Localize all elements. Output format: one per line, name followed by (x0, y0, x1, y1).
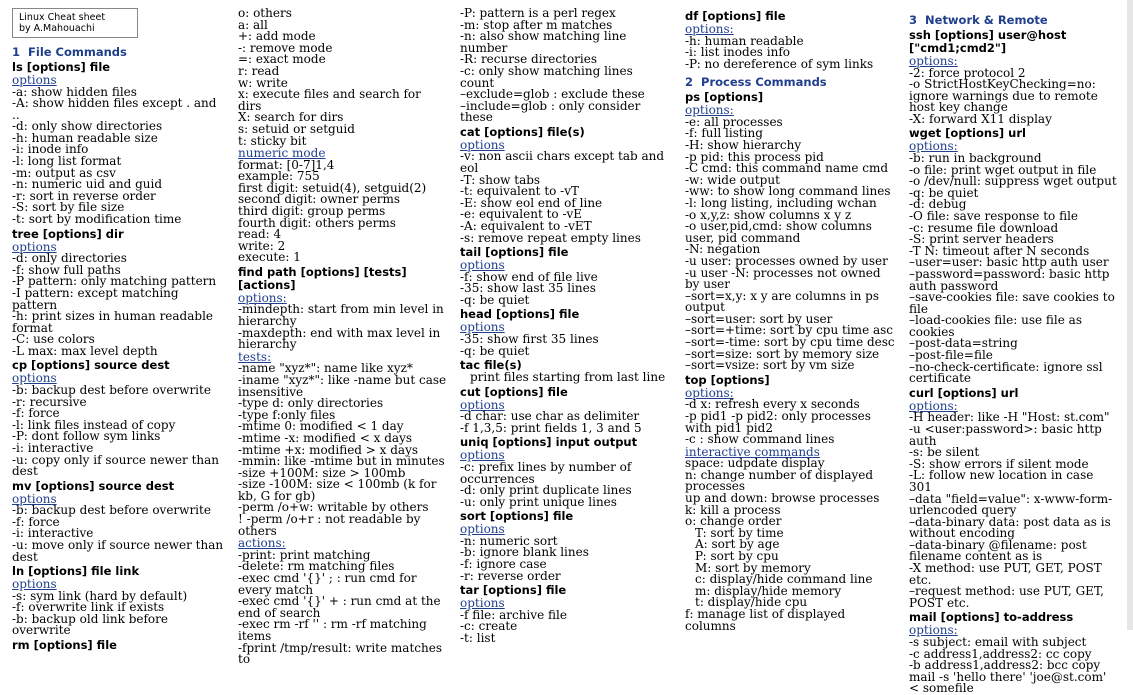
command-heading: head [options] file (460, 307, 580, 322)
option-line: -b: run in background (909, 150, 1042, 165)
option-line: -C: use colors (12, 332, 95, 347)
option-line: -size -100M: size < 100mb (k for kb, G for gb) (238, 477, 437, 503)
option-line: P: sort by cpu (695, 548, 779, 563)
option-line: t: sticky bit (238, 133, 307, 148)
option-line: -I pattern: except matching pattern (12, 285, 179, 312)
option-line: -u user -N: processes not owned by user (685, 265, 881, 292)
command-heading: wget [options] url (909, 126, 1026, 141)
option-line: -f: force (12, 514, 60, 529)
options-label: options: (909, 54, 958, 68)
option-line: -b: backup dest before overwrite (12, 382, 211, 397)
option-line: –sort=vsize: sort by vm size (685, 358, 855, 373)
option-line: -T: show tabs (460, 172, 541, 187)
option-line: -S: show errors if silent mode (909, 456, 1089, 471)
option-line: -E: show eol end of line (460, 195, 603, 210)
option-line: -r: reverse order (460, 568, 561, 583)
option-line: -m: stop after m matches (460, 17, 613, 32)
option-line: -p pid: this process pid (685, 149, 824, 164)
option-line: -c: only show matching lines count (460, 63, 633, 90)
option-line: -t: equivalent to -vT (460, 184, 580, 199)
option-line: -S: sort by file size (12, 200, 125, 215)
command-heading: cat [options] file(s) (460, 124, 585, 139)
option-line: -b: backup old link before overwrite (12, 611, 168, 638)
option-line: –data-binary data: post data as is without encoding (909, 514, 1111, 541)
option-line: up and down: browse processes (685, 491, 880, 505)
options-label: options: (685, 103, 734, 118)
option-line: -2: force protocol 2 (909, 65, 1026, 80)
option-line: -o file: print wget output in file (909, 162, 1097, 177)
option-line: -b: ignore blank lines (460, 545, 589, 560)
option-line: –sort=user: sort by user (685, 311, 833, 326)
option-line: -T N: timeout after N seconds (909, 243, 1090, 258)
section-heading (685, 76, 897, 89)
options-label: options: (909, 623, 958, 638)
option-line: -s: remove repeat empty lines (460, 230, 641, 245)
option-line: X: search for dirs (238, 110, 344, 125)
command-heading: mv [options] source dest (12, 478, 175, 493)
option-line: -maxdepth: end with max level in hierarchy (238, 325, 441, 352)
command-heading: tree [options] dir (12, 226, 124, 241)
scrollbar-track[interactable] (1127, 0, 1133, 630)
option-line: -type f:only files (238, 407, 336, 422)
option-line: -b: backup dest before overwrite (12, 503, 211, 518)
option-line: print files starting from last line (470, 370, 666, 385)
option-line: -d char: use char as delimiter (460, 409, 640, 424)
option-line: -f: show full paths (12, 262, 121, 277)
option-line: -u <user:password>: basic http auth (909, 421, 1102, 448)
section-number: 3 (909, 13, 918, 27)
option-line: -v: non ascii chars except tab and eol (460, 149, 665, 176)
option-line: -mindepth: start from min level in hierarchy (238, 302, 444, 329)
option-line: -exec rm -rf '' : rm -rf matching items (238, 617, 427, 643)
option-line: -d: only show directories (12, 119, 163, 134)
option-line: -P pattern: only matching pattern (12, 274, 217, 289)
option-line: -: remove mode (238, 40, 333, 55)
option-line: third digit: group perms (238, 204, 386, 218)
option-line: -c address1,address2: cc copy (909, 646, 1092, 661)
options-label: numeric mode (238, 146, 326, 161)
option-line: s: setuid or setguid (238, 121, 355, 136)
option-line: -n: numeric sort (460, 533, 558, 548)
option-line: -A: equivalent to -vET (460, 219, 592, 233)
option-line: -w: wide output (685, 172, 780, 187)
option-line: -i: inode info (12, 142, 89, 157)
option-line: -n: also show matching line number (460, 29, 627, 55)
options-label: options (460, 137, 505, 152)
option-line: fourth digit: others perms (238, 215, 396, 230)
options-label: options: (909, 398, 958, 413)
option-line: r: read (238, 63, 280, 78)
option-line: -t: sort by modification time (12, 212, 182, 227)
option-line: read: 4 (238, 227, 282, 242)
command-heading: uniq [options] input output (460, 435, 638, 450)
option-line: -type d: only directories (238, 396, 384, 411)
option-line: -L max: max level depth (12, 343, 158, 358)
option-line: A: sort by age (695, 537, 780, 552)
option-line: –save-cookies file: save cookies to file (909, 290, 1115, 316)
options-label: options (460, 258, 505, 273)
options-label: options (460, 320, 505, 335)
option-line: -m: output as csv (12, 165, 116, 180)
option-line: –exclude=glob : exclude these (460, 87, 645, 102)
option-line: –data-binary @filename: post filename content as is (909, 537, 1087, 564)
command-heading: tar [options] file (460, 583, 567, 598)
option-line: -s subject: email with subject (909, 634, 1087, 649)
column-2 (238, 8, 448, 666)
options-label: options (12, 371, 57, 386)
option-line: -s: sym link (hard by default) (12, 588, 188, 603)
option-line: -C cmd: this command name cmd (685, 161, 889, 176)
option-line: -35: show last 35 lines (460, 281, 596, 296)
section-heading (909, 14, 1119, 27)
option-line: -s: be silent (909, 445, 980, 460)
option-line: -exec cmd '{}' + : run cmd at the end of search (238, 594, 441, 620)
title-line: Linux Cheat sheet (19, 12, 106, 23)
option-line: -o user,pid,cmd: show columns user, pid command (685, 219, 872, 245)
command-heading: find path [options] [tests] [actions] (238, 264, 407, 292)
section-title: Process Commands (701, 75, 827, 90)
column-1 (12, 8, 225, 652)
option-line: -f: show end of file live (460, 269, 598, 284)
author-line: by A.Mahouachi (19, 23, 95, 34)
option-line: -d: debug (909, 197, 967, 212)
option-line: -H: show hierarchy (685, 137, 802, 152)
option-line: mail -s 'hello there' 'joe@st.com' < somefile (909, 669, 1107, 695)
option-line: -r: recursive (12, 394, 87, 409)
option-line: -L: follow new location in case 301 (909, 468, 1094, 494)
section-number: 2 (685, 75, 694, 90)
command-heading: tail [options] file (460, 245, 569, 260)
options-label: options: (909, 139, 958, 154)
command-heading: ln [options] file link (12, 564, 140, 579)
option-line: t: display/hide cpu (695, 595, 808, 610)
option-line: -r: sort in reverse order (12, 188, 156, 203)
option-line: -R: recurse directories (460, 52, 598, 67)
options-label: interactive commands (685, 444, 820, 459)
option-line: write: 2 (238, 238, 286, 253)
option-line: -d: only print duplicate lines (460, 483, 632, 498)
option-line: -c: create (460, 619, 518, 634)
option-line: -e: all processes (685, 114, 783, 129)
section-title: File Commands (28, 45, 127, 59)
command-heading: top [options] (685, 372, 770, 387)
option-line: –sort=-time: sort by cpu time desc (685, 335, 895, 350)
option-line: -l: link files instead of copy (12, 417, 176, 432)
option-line: -c: resume file download (909, 220, 1059, 235)
option-line: -c : show command lines (685, 432, 835, 447)
column-4 (685, 8, 897, 632)
section-title: Network & Remote (925, 13, 1048, 27)
option-line: =: exact mode (238, 52, 326, 67)
option-line: -l: long listing, including wchan (685, 195, 877, 210)
option-line: format: [0-7]1,4 (238, 157, 335, 172)
option-line: -b address1,address2: bcc copy (909, 658, 1101, 673)
option-line: a: all (238, 17, 268, 32)
section-number: 1 (12, 45, 21, 59)
options-label: options (12, 491, 57, 506)
option-line: -i: list inodes info (685, 45, 790, 60)
option-line: -n: numeric uid and guid (12, 177, 163, 192)
option-line: -delete: rm matching files (238, 559, 395, 574)
option-line: –post-data=string (909, 336, 1018, 351)
command-heading: df [options] file (685, 9, 786, 23)
option-line: –data "field=value": x-www-form-urlencoded query (909, 491, 1113, 518)
option-line: -fprint /tmp/result: write matches to (238, 640, 442, 667)
options-label: options: (685, 22, 734, 36)
option-line: -o x,y,z: show columns x y z (685, 207, 852, 222)
command-heading: ssh [options] user@host ["cmd1;cmd2"] (909, 28, 1067, 55)
option-line: second digit: owner perms (238, 192, 401, 207)
column-3 (460, 8, 670, 644)
option-line: -mtime +x: modified > x days (238, 442, 419, 457)
option-line: k: kill a process (685, 502, 781, 517)
option-line: -A: show hidden files except . and .. (12, 96, 217, 122)
command-heading: rm [options] file (12, 638, 117, 653)
option-line: -e: equivalent to -vE (460, 207, 583, 222)
column-5 (909, 8, 1119, 695)
option-line: ! -perm /o+r : not readable by others (238, 512, 421, 538)
option-line: -print: print matching (238, 547, 371, 562)
section-heading (12, 46, 225, 59)
option-line: c: display/hide command line (695, 572, 873, 587)
options-label: options: (238, 290, 287, 305)
option-line: -h: human readable (685, 33, 804, 48)
option-line: n: change number of displayed processes (685, 467, 874, 494)
options-label: tests: (238, 349, 272, 364)
option-line: –sort=+time: sort by cpu time asc (685, 323, 894, 338)
option-line: -N: negation (685, 242, 761, 257)
option-line: –password=password: basic http auth password (909, 266, 1110, 293)
command-heading: ls [options] file (12, 60, 111, 74)
option-line: –post-file=file (909, 348, 993, 363)
option-line: -h: print sizes in human readable format (12, 309, 214, 335)
command-heading: curl [options] url (909, 385, 1019, 400)
option-line: -S: print server headers (909, 232, 1054, 247)
option-line: M: sort by memory (695, 560, 811, 575)
options-label: options (460, 397, 505, 412)
option-line: -u: copy only if source newer than dest (12, 452, 220, 479)
option-line: -perm /o+w: writable by others (238, 500, 429, 515)
option-line: –include=glob : only consider these (460, 98, 641, 125)
option-line: -l: long list format (12, 154, 122, 169)
option-line: –sort=size: sort by memory size (685, 346, 880, 361)
option-line: -t: list (460, 630, 496, 645)
option-line: -P: dont follow sym links (12, 429, 161, 444)
option-line: -u: only print unique lines (460, 494, 617, 509)
option-line: -H header: like -H "Host: st.com" (909, 410, 1110, 425)
option-line: -d x: refresh every x seconds (685, 397, 860, 412)
option-line: -a: show hidden files (12, 84, 137, 99)
option-line: -name "xyz*": name like xyz* (238, 361, 413, 376)
option-line: o: others (238, 6, 292, 20)
option-line: +: add mode (238, 29, 316, 44)
option-line: -f: overwrite link if exists (12, 600, 165, 615)
option-line: -P: pattern is a perl regex (460, 6, 616, 20)
options-label: options: (685, 385, 734, 400)
option-line: -35: show first 35 lines (460, 331, 599, 346)
option-line: -size +100M: size > 100mb (238, 465, 406, 480)
options-label: actions: (238, 536, 286, 551)
option-line: -i: interactive (12, 440, 94, 455)
option-line: space: udpdate display (685, 456, 825, 471)
option-line: -O file: save response to file (909, 208, 1079, 223)
option-line: -i: interactive (12, 526, 94, 541)
option-line: –no-check-certificate: ignore ssl certificate (909, 359, 1103, 386)
option-line: -P: no dereference of sym links (685, 56, 874, 71)
command-heading: cut [options] file (460, 384, 568, 399)
option-line: w: write (238, 75, 288, 90)
option-line: -q: be quiet (460, 292, 530, 307)
option-line: execute: 1 (238, 250, 301, 265)
option-line: -f 1,3,5: print fields 1, 3 and 5 (460, 420, 642, 435)
option-line: –request method: use PUT, GET, POST etc. (909, 584, 1104, 610)
command-heading: sort [options] file (460, 509, 574, 524)
option-line: -exec cmd '{}' ; : run cmd for every match (238, 570, 417, 597)
command-heading: tac file(s) (460, 358, 522, 373)
command-heading: ps [options] (685, 90, 764, 105)
option-line: f: manage list of displayed columns (685, 606, 846, 633)
option-line: -ww: to show long command lines (685, 184, 891, 199)
option-line: -f: full listing (685, 126, 763, 141)
option-line: -f: ignore case (460, 557, 547, 571)
option-line: -f file: archive file (460, 607, 567, 622)
option-line: example: 755 (238, 169, 320, 184)
option-line: –user=user: basic http auth user (909, 255, 1109, 270)
option-line: -c: prefix lines by number of occurrences (460, 459, 632, 486)
option-line: -p pid1 -p pid2: only processes with pid1 pid2 (685, 408, 871, 435)
option-line: -u user: processes owned by user (685, 253, 888, 268)
option-line: first digit: setuid(4), setguid(2) (238, 180, 427, 195)
options-label: options (460, 596, 505, 611)
option-line: -mtime 0: modified < 1 day (238, 419, 404, 434)
option-line: -o StrictHostKeyChecking=no: ignore warnings due to remote host key change (909, 77, 1098, 115)
option-line: T: sort by time (695, 525, 784, 540)
options-label: options (12, 577, 57, 592)
option-line: -X: forward X11 display (909, 111, 1052, 126)
options-label: options (12, 73, 57, 87)
option-line: -mmin: like -mtime but in minutes (238, 454, 445, 469)
options-label: options (12, 239, 57, 254)
option-line: o: change order (685, 514, 782, 529)
option-line: -q: be quiet (909, 185, 979, 200)
command-heading: cp [options] source dest (12, 358, 170, 373)
option-line: -o /dev/null: suppress wget output (909, 174, 1117, 189)
command-heading: mail [options] to-address (909, 610, 1074, 625)
option-line: -iname "xyz*": like -name but case insensitive (238, 372, 447, 399)
option-line: -f: force (12, 406, 60, 421)
options-label: options (460, 448, 505, 463)
option-line: -h: human readable size (12, 130, 158, 145)
title-box (12, 8, 138, 38)
option-line: -q: be quiet (460, 343, 530, 358)
options-label: options (460, 522, 505, 537)
option-line: –load-cookies file: use file as cookies (909, 313, 1082, 339)
option-line: -X method: use PUT, GET, POST etc. (909, 561, 1102, 587)
option-line: x: execute files and search for dirs (238, 87, 421, 113)
option-line: m: display/hide memory (695, 583, 842, 598)
option-line: –sort=x,y: x y are columns in ps output (685, 288, 880, 315)
option-line: -u: move only if source newer than dest (12, 538, 224, 564)
option-line: -d: only directories (12, 251, 127, 266)
option-line: -mtime -x: modified < x days (238, 430, 413, 445)
